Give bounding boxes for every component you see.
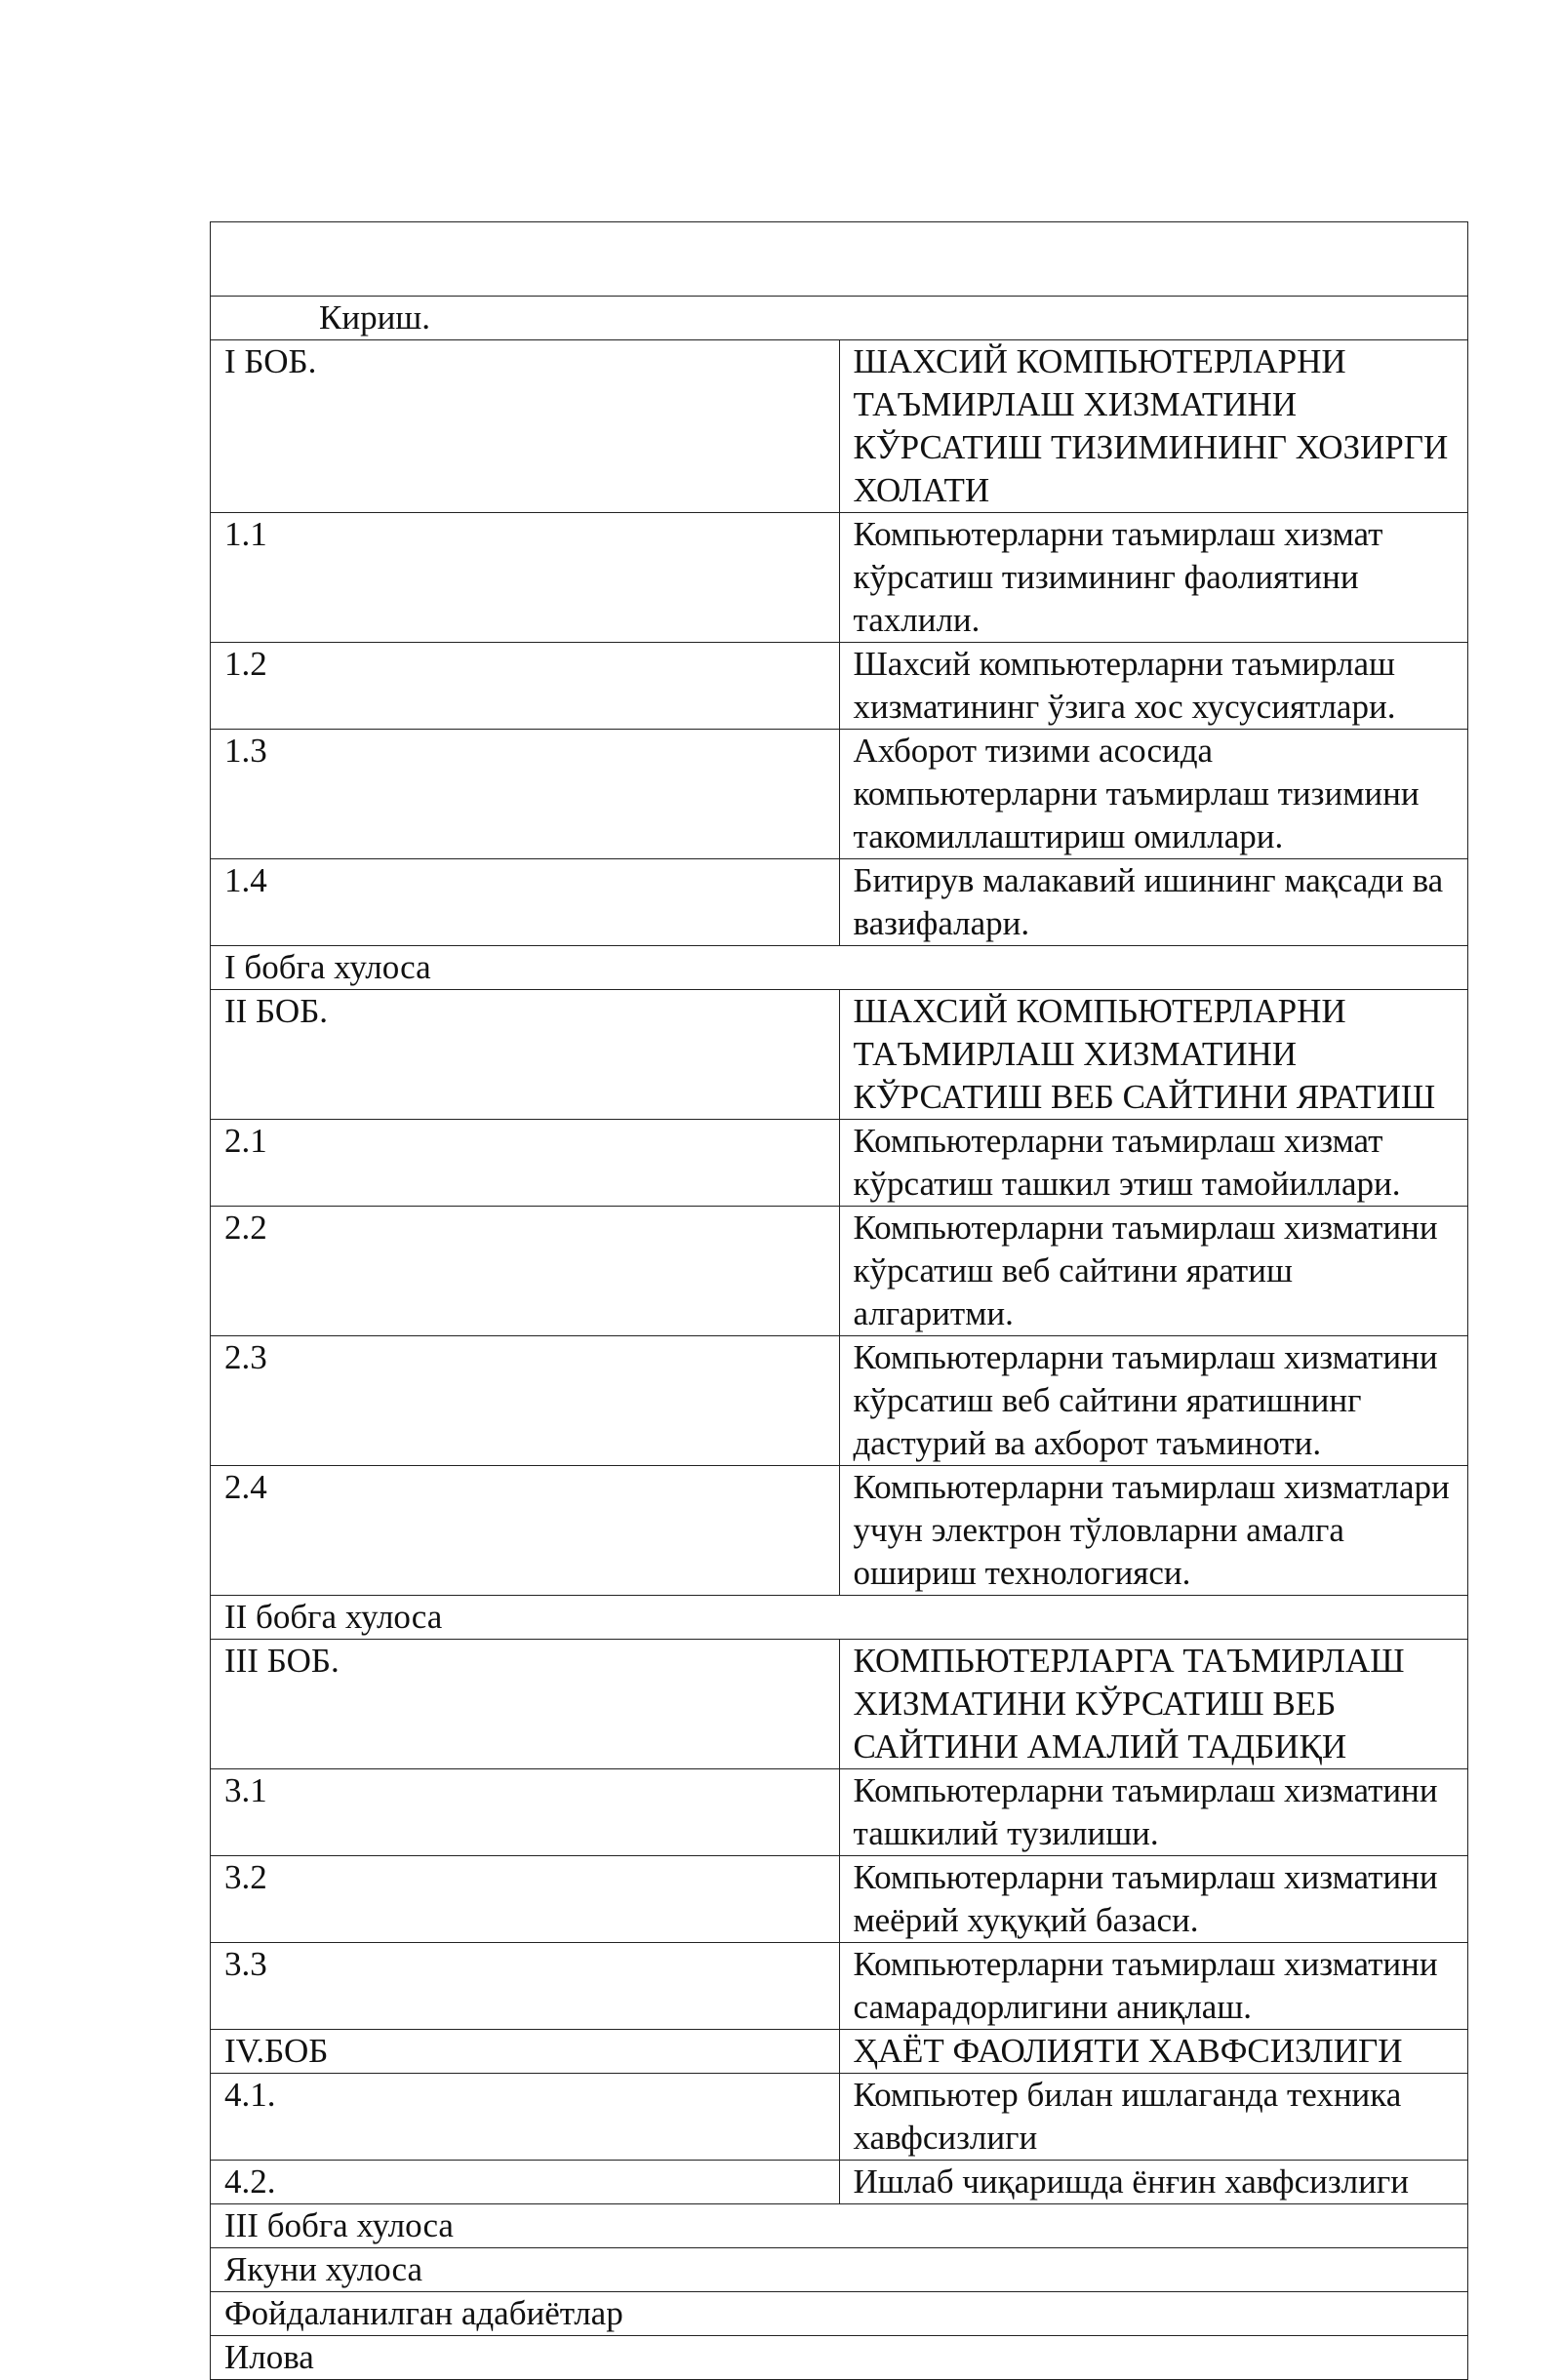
- toc-row-section-1-2: [211, 643, 1468, 730]
- section-number: 4.2.: [211, 2161, 840, 2204]
- toc-row-section-3-2: [211, 1856, 1468, 1943]
- toc-row-section-3-3: [211, 1943, 1468, 2030]
- section-number: 3.2: [211, 1856, 840, 1943]
- section-number: 3.3: [211, 1943, 840, 2030]
- chapter-1-number: I БОБ.: [211, 340, 840, 513]
- toc-row-section-4-2: [211, 2161, 1468, 2204]
- references: Фойдаланилган адабиётлар: [211, 2292, 1468, 2336]
- section-number: 3.1: [211, 1769, 840, 1856]
- chapter-3-title: КОМПЬЮТЕРЛАРГА ТАЪМИРЛАШ ХИЗМАТИНИ КЎРСАТИШ ВЕБ САЙТИНИ АМАЛИЙ ТАДБИҚИ: [839, 1640, 1468, 1769]
- section-title: Компьютерларни таъмирлаш хизмат кўрсатиш ташкил этиш тамойиллари.: [839, 1120, 1468, 1207]
- chapter-2-number: II БОБ.: [211, 990, 840, 1120]
- section-number: 2.1: [211, 1120, 840, 1207]
- toc-row-section-1-1: [211, 513, 1468, 643]
- toc-row-chapter-4: [211, 2030, 1468, 2074]
- chapter-1-title: ШАХСИЙ КОМПЬЮТЕРЛАРНИ ТАЪМИРЛАШ ХИЗМАТИНИ КЎРСАТИШ ТИЗИМИНИНГ ХОЗИРГИ ХОЛАТИ: [839, 340, 1468, 513]
- section-number: 1.4: [211, 859, 840, 946]
- table-of-contents: [210, 221, 1468, 2380]
- toc-row-chapter-3: [211, 1640, 1468, 1769]
- toc-row-section-1-3: [211, 730, 1468, 859]
- toc-row-section-1-4: [211, 859, 1468, 946]
- section-title: Компьютерларни таъмирлаш хизматини кўрсатиш веб сайтини яратишнинг дастурий ва ахборот таъминоти.: [839, 1336, 1468, 1466]
- intro-label: Кириш.: [211, 297, 1468, 340]
- section-title: Ахборот тизими асосида компьютерларни таъмирлаш тизимини такомиллаштириш омиллари.: [839, 730, 1468, 859]
- section-title: Компьютерларни таъмирлаш хизматини меёрий хуқуқий базаси.: [839, 1856, 1468, 1943]
- toc-row-section-2-1: [211, 1120, 1468, 1207]
- toc-row-intro: [211, 297, 1468, 340]
- section-number: 1.2: [211, 643, 840, 730]
- chapter-2-conclusion: II бобга хулоса: [211, 1596, 1468, 1640]
- section-number: 1.1: [211, 513, 840, 643]
- section-title: Компьютерларни таъмирлаш хизматини самарадорлигини аниқлаш.: [839, 1943, 1468, 2030]
- toc-row-appendix: [211, 2336, 1468, 2380]
- toc-row-chapter-2-conclusion: [211, 1596, 1468, 1640]
- toc-header-row: [211, 222, 1468, 297]
- section-number: 1.3: [211, 730, 840, 859]
- section-title: Битирув малакавий ишининг мақсади ва вазифалари.: [839, 859, 1468, 946]
- section-number: 2.2: [211, 1207, 840, 1336]
- section-title: Компьютерларни таъмирлаш хизматини кўрсатиш веб сайтини яратиш алгаритми.: [839, 1207, 1468, 1336]
- chapter-3-conclusion: III бобга хулоса: [211, 2204, 1468, 2248]
- chapter-2-title: ШАХСИЙ КОМПЬЮТЕРЛАРНИ ТАЪМИРЛАШ ХИЗМАТИНИ КЎРСАТИШ ВЕБ САЙТИНИ ЯРАТИШ: [839, 990, 1468, 1120]
- chapter-3-number: III БОБ.: [211, 1640, 840, 1769]
- section-title: Компьютерларни таъмирлаш хизмат кўрсатиш тизимининг фаолиятини тахлили.: [839, 513, 1468, 643]
- toc-row-section-2-2: [211, 1207, 1468, 1336]
- section-number: 4.1.: [211, 2074, 840, 2161]
- toc-row-section-2-4: [211, 1466, 1468, 1596]
- section-title: Компьютерларни таъмирлаш хизматини ташкилий тузилиши.: [839, 1769, 1468, 1856]
- toc-row-references: [211, 2292, 1468, 2336]
- section-title: Шахсий компьютерларни таъмирлаш хизматининг ўзига хос хусусиятлари.: [839, 643, 1468, 730]
- toc-row-chapter-2: [211, 990, 1468, 1120]
- toc-row-chapter-3-conclusion: [211, 2204, 1468, 2248]
- section-number: 2.4: [211, 1466, 840, 1596]
- toc-row-section-4-1: [211, 2074, 1468, 2161]
- section-title: Ишлаб чиқаришда ёнғин хавфсизлиги: [839, 2161, 1468, 2204]
- chapter-1-conclusion: I бобга хулоса: [211, 946, 1468, 990]
- toc-header-cell: [211, 222, 1468, 297]
- toc-row-final-conclusion: [211, 2248, 1468, 2292]
- section-number: 2.3: [211, 1336, 840, 1466]
- chapter-4-title: ҲАЁТ ФАОЛИЯТИ ХАВФСИЗЛИГИ: [839, 2030, 1468, 2074]
- toc-row-section-2-3: [211, 1336, 1468, 1466]
- toc-row-section-3-1: [211, 1769, 1468, 1856]
- appendix: Илова: [211, 2336, 1468, 2380]
- chapter-4-number: IV.БОБ: [211, 2030, 840, 2074]
- final-conclusion: Якуни хулоса: [211, 2248, 1468, 2292]
- section-title: Компьютерларни таъмирлаш хизматлари учун электрон тўловларни амалга ошириш технологияси.: [839, 1466, 1468, 1596]
- toc-row-chapter-1: [211, 340, 1468, 513]
- section-title: Компьютер билан ишлаганда техника хавфсизлиги: [839, 2074, 1468, 2161]
- toc-row-chapter-1-conclusion: [211, 946, 1468, 990]
